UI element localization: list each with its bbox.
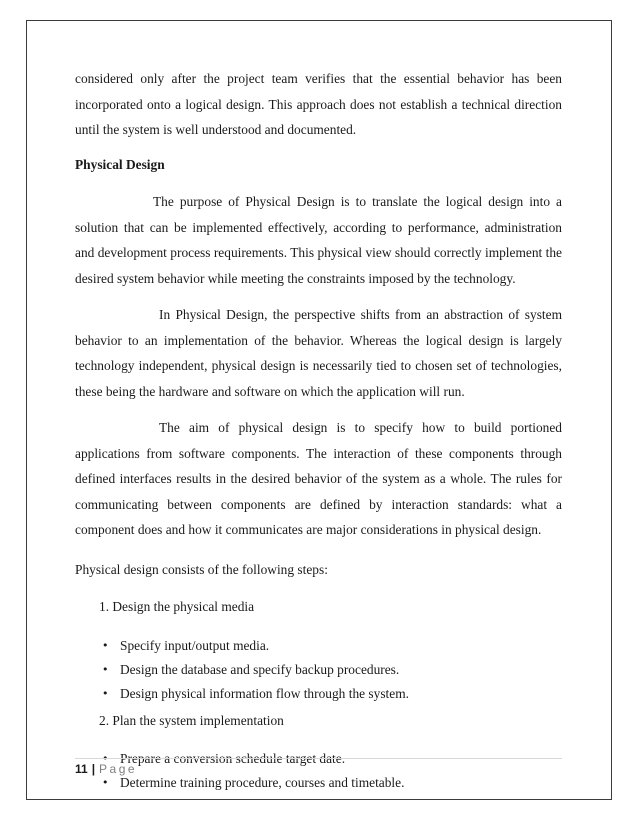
bullet-icon: • — [102, 686, 109, 700]
page-label: Page — [99, 762, 138, 776]
bullet-icon: • — [102, 752, 109, 765]
list-item: • Design the database and specify backup procedures. — [75, 658, 562, 682]
steps-intro: Physical design consists of the following steps: — [75, 561, 328, 577]
paragraph-aim: The aim of physical design is to specify how to build portioned applications from software components. The interaction of these components through defined interfaces results in the desired behavior of the system as a whole. The rules for communicating between components are defined by interaction standards: what a component does and how it communicates are major considerations in physical design. — [75, 420, 562, 537]
step-1-label: 1. Design the physical media — [99, 599, 255, 614]
list-item: • Design physical information flow through the system. — [75, 682, 562, 706]
step-2-label: 2. Plan the system implementation — [99, 712, 284, 728]
paragraph-purpose: The purpose of Physical Design is to translate the logical design into a solution that can be implemented effectively, according to performance, administration and development process requirements. This physical view should correctly implement the desired system behavior while meeting the constraints imposed by the technology. — [75, 194, 562, 286]
footer-separator: | — [91, 762, 96, 776]
page-footer — [75, 758, 562, 776]
list-item: • Specify input/output media. — [75, 634, 562, 658]
section-heading: Physical Design — [75, 156, 165, 172]
bullet-icon: • — [102, 662, 109, 676]
paragraph-intro: considered only after the project team verifies that the essential behavior has been incorporated onto a logical design. This approach does not establish a technical direction until the system is well understood and documented. — [75, 71, 562, 137]
bullet-icon: • — [102, 776, 109, 789]
list-item: • Prepare a conversion schedule target date. — [75, 747, 562, 771]
paragraph-perspective: In Physical Design, the perspective shifts from an abstraction of system behavior to an implementation of the behavior. Whereas the logical design is largely technology independent, physical design is necessarily tied to chosen set of technologies, these being the hardware and software on which the application will run. — [75, 307, 562, 399]
page-number: 11 — [75, 762, 88, 776]
step-1-bullet-list — [75, 634, 562, 706]
list-item: • Determine training procedure, courses and timetable. — [75, 771, 562, 795]
document-body — [75, 66, 562, 795]
bullet-icon: • — [102, 638, 109, 652]
